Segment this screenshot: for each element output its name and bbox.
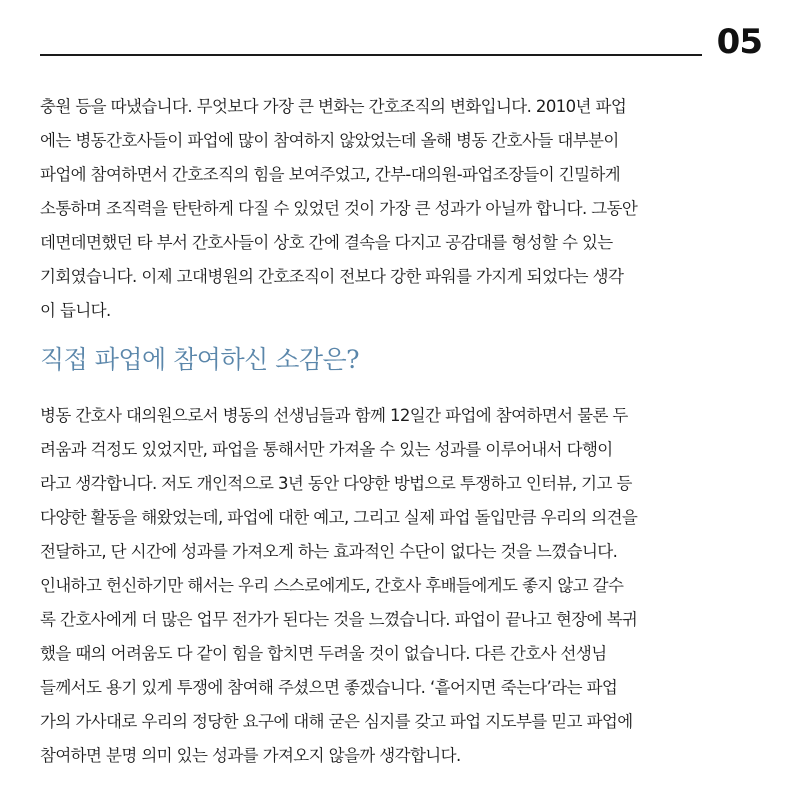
page-number: 05 [716,22,762,62]
paragraph-line: 소통하며 조직력을 탄탄하게 다질 수 있었던 것이 가장 큰 성과가 아닐까 합니다. 그동안 [40,199,638,218]
intro-paragraph [40,90,762,328]
paragraph-line: 라고 생각합니다. 저도 개인적으로 3년 동안 다양한 방법으로 투쟁하고 인터뷰, 기고 등 [40,474,632,493]
paragraph-line: 록 간호사에게 더 많은 업무 전가가 된다는 것을 느꼈습니다. 파업이 끝나고 현장에 복귀 [40,610,638,629]
section-paragraph [40,399,762,773]
paragraph-line: 참여하면 분명 의미 있는 성과를 가져오지 않을까 생각합니다. [40,746,461,765]
paragraph-line: 인내하고 헌신하기만 해서는 우리 스스로에게도, 간호사 후배들에게도 좋지 않고 갈수 [40,576,624,595]
paragraph-line: 전달하고, 단 시간에 성과를 가져오게 하는 효과적인 수단이 없다는 것을 느꼈습니다. [40,542,618,561]
header-divider-line [40,54,702,56]
paragraph-line: 병동 간호사 대의원으로서 병동의 선생님들과 함께 12일간 파업에 참여하면서 물론 두 [40,406,628,425]
paragraph-line: 했을 때의 어려움도 다 같이 힘을 합치면 두려울 것이 없습니다. 다른 간호사 선생님 [40,644,607,663]
paragraph-line: 에는 병동간호사들이 파업에 많이 참여하지 않았었는데 올해 병동 간호사들 대부분이 [40,131,619,150]
paragraph-line: 다양한 활동을 해왔었는데, 파업에 대한 예고, 그리고 실제 파업 돌입만큼 우리의 의견을 [40,508,638,527]
paragraph-line: 기회였습니다. 이제 고대병원의 간호조직이 전보다 강한 파워를 가지게 되었다는 생각 [40,267,624,286]
paragraph-line: 데면데면했던 타 부서 간호사들이 상호 간에 결속을 다지고 공감대를 형성할 수 있는 [40,233,613,252]
paragraph-line: 충원 등을 따냈습니다. 무엇보다 가장 큰 변화는 간호조직의 변화입니다. 2010년 파업 [40,97,627,116]
paragraph-line: 파업에 참여하면서 간호조직의 힘을 보여주었고, 간부-대의원-파업조장들이 긴밀하게 [40,165,621,184]
section-heading: 직접 파업에 참여하신 소감은? [40,345,360,374]
paragraph-line: 들께서도 용기 있게 투쟁에 참여해 주셨으면 좋겠습니다. ‘흩어지면 죽는다’라는 파업 [40,678,618,697]
paragraph-line: 이 듭니다. [40,301,111,320]
paragraph-line: 가의 가사대로 우리의 정당한 요구에 대해 굳은 심지를 갖고 파업 지도부를 믿고 파업에 [40,712,633,731]
paragraph-line: 려움과 걱정도 있었지만, 파업을 통해서만 가져올 수 있는 성과를 이루어내서 다행이 [40,440,613,459]
